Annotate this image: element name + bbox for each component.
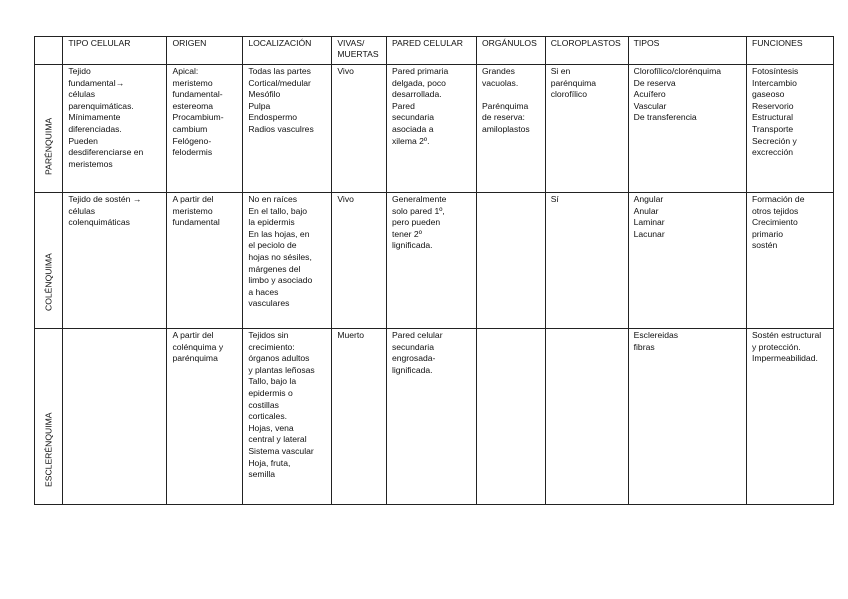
cell-text-line: Procambium- <box>172 112 224 123</box>
cell-text-line <box>482 89 541 101</box>
cell-tipo-celular <box>63 329 167 505</box>
cell-text-line: Radios vasculres <box>248 123 314 134</box>
cell-funciones <box>746 65 833 193</box>
cell-text-line: secundaria <box>391 112 434 123</box>
cell-funciones <box>746 193 833 329</box>
cell-text-line: Laminar <box>633 217 665 228</box>
header-vivas-muertas: VIVAS/ MUERTAS <box>332 37 387 65</box>
cell-text-line: engrosada- <box>391 353 436 364</box>
cell-text-line: solo pared 1º, <box>391 205 445 216</box>
cell-text-line: Todas las partes <box>248 66 311 76</box>
cell-text-line: células <box>68 205 96 216</box>
cell-text-line: Intercambio <box>751 77 797 88</box>
cell-text-line: delgada, poco <box>391 77 446 88</box>
cell-funciones <box>746 329 833 505</box>
cell-text-line: Pueden <box>68 135 98 146</box>
cell-text-line: Cortical/medular <box>248 77 311 88</box>
cell-text-line: colenquimáticas <box>68 217 130 228</box>
row-label: PARÉNQUIMA <box>43 117 54 175</box>
cell-text-line: amiloplastos <box>481 123 530 134</box>
row-label: COLÉNQUIMA <box>43 253 54 311</box>
cell-text-line: desarrollada. <box>391 89 442 100</box>
cell-text-line: Transporte <box>751 123 794 134</box>
cell-organulos <box>476 65 545 193</box>
table-row <box>35 65 834 193</box>
header-origen: ORIGEN <box>167 37 243 65</box>
cell-text-line: hojas no sésiles, <box>248 251 312 262</box>
cell-text-line: la epidermis <box>248 217 295 228</box>
cell-text-line: Vivo <box>337 194 354 204</box>
cell-text-line: cambium <box>172 123 208 134</box>
cell-text-line: Mínimamente <box>68 112 121 123</box>
cell-text-line: parénquima <box>550 77 597 88</box>
cell-text-line: Apical: <box>172 66 199 76</box>
cell-text-line: el peciolo de <box>248 240 297 251</box>
header-funciones: FUNCIONES <box>746 37 833 65</box>
cell-text-line: crecimiento: <box>248 341 295 352</box>
cell-text-line: Endospermo <box>248 112 298 123</box>
cell-text-line: Vascular <box>633 100 667 111</box>
cell-localizacion <box>243 193 332 329</box>
cell-tipos <box>628 193 746 329</box>
cell-text-line: Hoja, fruta, <box>248 457 291 468</box>
cell-text-line: meristemo <box>172 77 213 88</box>
cell-localizacion <box>243 65 332 193</box>
cell-text-line: Formación de <box>751 194 805 204</box>
cell-text-line: Impermeabilidad. <box>751 353 818 364</box>
cell-vivas-muertas <box>332 193 387 329</box>
cell-text-line: Sistema vascular <box>248 445 314 456</box>
cell-text-line: y plantas leñosas <box>248 364 315 375</box>
cell-text-line: Crecimiento <box>751 217 798 228</box>
cell-text-line: meristemo <box>172 205 213 216</box>
cell-pared-celular <box>386 329 476 505</box>
cell-text-line: órganos adultos <box>248 353 310 364</box>
cell-text-line: Clorofílico/clorénquima <box>633 66 722 76</box>
cell-text-line: vacuolas. <box>481 77 519 88</box>
header-organulos: ORGÁNULOS <box>476 37 545 65</box>
header-tipos: TIPOS <box>628 37 746 65</box>
cell-origen <box>167 65 243 193</box>
cell-text-line: fundamental→ <box>68 77 125 88</box>
cell-text-line: Sí <box>550 194 559 204</box>
cell-text-line: Anular <box>633 205 659 216</box>
cell-text-line: Estructural <box>751 112 794 123</box>
header-cloroplastos: CLOROPLASTOS <box>545 37 628 65</box>
cell-text-line: xilema 2º. <box>391 135 430 146</box>
cell-text-line: Si en <box>550 66 571 76</box>
cell-text-line: Vivo <box>337 66 354 76</box>
cell-tipo-celular <box>63 193 167 329</box>
cell-text-line: y protección. <box>751 341 801 352</box>
cell-text-line: Secreción y <box>751 135 797 146</box>
header-localizacion: LOCALIZACIÓN <box>243 37 332 65</box>
cell-text-line: colénquima y <box>172 341 224 352</box>
cell-text-line: Tejidos sin <box>248 330 289 340</box>
cell-text-line: Grandes <box>481 66 515 76</box>
cell-pared-celular <box>386 193 476 329</box>
cell-text-line: Reservorio <box>751 100 794 111</box>
cell-text-line: lignificada. <box>391 240 433 251</box>
cell-origen <box>167 329 243 505</box>
cell-text-line: Tejido de sostén → <box>68 194 142 204</box>
cell-text-line: Fotosíntesis <box>751 66 799 76</box>
cell-text-line: gaseoso <box>751 89 785 100</box>
cell-text-line: parénquima <box>172 353 218 364</box>
cell-text-line: de reserva: <box>481 112 525 123</box>
header-tipo-celular: TIPO CELULAR <box>63 37 167 65</box>
cell-text-line: semilla <box>248 469 276 480</box>
row-label-cell <box>35 65 63 193</box>
cell-organulos <box>476 193 545 329</box>
cell-text-line: secundaria <box>391 341 434 352</box>
cell-text-line: felodermis <box>172 147 213 158</box>
cell-text-line: desdiferenciarse en <box>68 147 144 158</box>
plant-tissue-table <box>34 36 834 505</box>
corner-cell <box>35 37 63 65</box>
cell-text-line: meristemos <box>68 158 113 169</box>
cell-text-line: Angular <box>633 194 664 204</box>
table-row <box>35 193 834 329</box>
cell-cloroplastos <box>545 329 628 505</box>
cell-text-line: De transferencia <box>633 112 697 123</box>
cell-text-line: pero pueden <box>391 217 441 228</box>
cell-text-line: márgenes del <box>248 263 301 274</box>
cell-text-line: central y lateral <box>248 434 307 445</box>
cell-text-line: Tejido <box>68 66 91 76</box>
cell-text-line: Pared primaria <box>391 66 449 76</box>
cell-text-line: Lacunar <box>633 228 665 239</box>
row-label-cell <box>35 193 63 329</box>
row-label-cell <box>35 329 63 505</box>
cell-text-line: Muerto <box>337 330 365 340</box>
cell-text-line: a haces <box>248 286 279 297</box>
cell-text-line: limbo y asociado <box>248 275 313 286</box>
cell-organulos <box>476 329 545 505</box>
cell-text-line: Acuífero <box>633 89 666 100</box>
cell-text-line: A partir del <box>172 330 214 340</box>
cell-text-line: Mesófilo <box>248 89 281 100</box>
cell-text-line: De reserva <box>633 77 676 88</box>
row-label: ESCLERÉNQUIMA <box>43 412 54 487</box>
cell-text-line: No en raíces <box>248 194 298 204</box>
cell-vivas-muertas <box>332 329 387 505</box>
cell-text-line: primario <box>751 228 783 239</box>
cell-origen <box>167 193 243 329</box>
cell-tipos <box>628 329 746 505</box>
cell-vivas-muertas <box>332 65 387 193</box>
cell-text-line: Parénquima <box>481 100 529 111</box>
cell-text-line: Pulpa <box>248 100 271 111</box>
cell-text-line: clorofílico <box>550 89 587 100</box>
cell-text-line: epidermis o <box>248 387 293 398</box>
cell-text-line: sostén <box>751 240 778 251</box>
cell-text-line: En el tallo, bajo <box>248 205 308 216</box>
cell-text-line: A partir del <box>172 194 214 204</box>
cell-text-line: lignificada. <box>391 364 433 375</box>
cell-text-line: costillas <box>248 399 279 410</box>
cell-text-line: células <box>68 89 96 100</box>
cell-text-line: corticales. <box>248 411 288 422</box>
cell-text-line: Felógeno- <box>172 135 212 146</box>
cell-text-line: fundamental- <box>172 89 223 100</box>
cell-text-line: asociada a <box>391 123 434 134</box>
cell-tipos <box>628 65 746 193</box>
cell-text-line: excrección <box>751 147 794 158</box>
cell-text-line: otros tejidos <box>751 205 799 216</box>
cell-text-line: parenquimáticas. <box>68 100 134 111</box>
cell-cloroplastos <box>545 193 628 329</box>
header-pared-celular: PARED CELULAR <box>386 37 476 65</box>
cell-text-line: fibras <box>633 341 655 352</box>
cell-text-line: diferenciadas. <box>68 123 122 134</box>
cell-pared-celular <box>386 65 476 193</box>
cell-text-line: estereoma <box>172 100 214 111</box>
cell-tipo-celular <box>63 65 167 193</box>
cell-cloroplastos <box>545 65 628 193</box>
cell-text-line: tener 2º <box>391 228 422 239</box>
cell-text-line: fundamental <box>172 217 220 228</box>
cell-text-line: En las hojas, en <box>248 228 310 239</box>
header-row <box>35 37 834 65</box>
cell-text-line: Sostén estructural <box>751 330 822 340</box>
table-body <box>35 65 834 505</box>
cell-text-line: Tallo, bajo la <box>248 376 297 387</box>
cell-text-line: Pared <box>391 100 415 111</box>
cell-text-line: Esclereidas <box>633 330 679 340</box>
cell-text-line: Hojas, vena <box>248 422 294 433</box>
cell-text-line: Generalmente <box>391 194 447 204</box>
table-row <box>35 329 834 505</box>
cell-text-line: vasculares <box>248 298 290 309</box>
cell-localizacion <box>243 329 332 505</box>
cell-text-line: Pared celular <box>391 330 443 340</box>
